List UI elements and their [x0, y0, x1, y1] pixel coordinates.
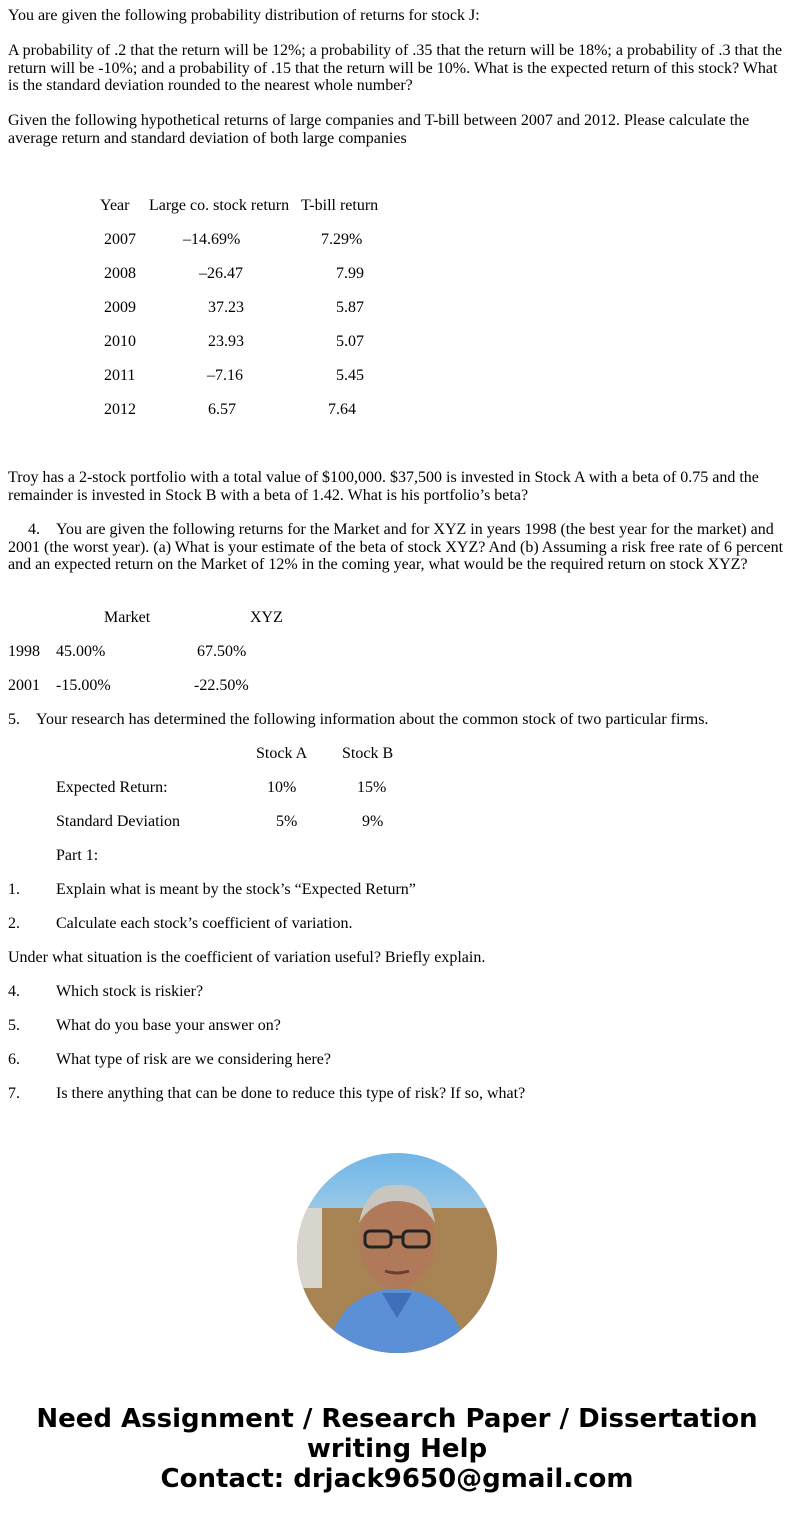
table-cell: 7.99 — [336, 265, 364, 282]
table-cell: 6.57 — [208, 401, 236, 418]
table-cell: 2007 — [104, 231, 136, 248]
table-cell: 15% — [357, 779, 387, 796]
table-header: Stock B — [342, 745, 394, 762]
table-cell: -22.50% — [194, 677, 249, 694]
table-cell: 45.00% — [56, 643, 106, 660]
table-cell: 2008 — [104, 265, 136, 282]
author-photo — [297, 1153, 497, 1353]
q4-body: You are given the following returns for the Market and for XYZ in years 1998 (the best year for the market) and 2001 (the worst year). (a) What is your estimate of the beta of stock XYZ? And (b) Assuming a risk free rate of 6 percent and an expected return on the Market of 12% in the coming year, what would be the required return on stock XYZ? — [8, 521, 784, 573]
table-header: Year — [100, 197, 130, 214]
item-number: 2. — [8, 915, 20, 932]
q2-intro: Given the following hypothetical returns of large companies and T-bill between 2007 and 2012. Please calculate the average return and standard deviation of both large companies — [8, 112, 750, 147]
table-cell: 5.07 — [336, 333, 364, 350]
item-number: 1. — [8, 881, 20, 898]
table-cell: –14.69% — [183, 231, 241, 248]
table-cell: 1998 — [8, 643, 40, 660]
q3-body: Troy has a 2-stock portfolio with a total value of $100,000. $37,500 is invested in Stock A with a beta of 0.75 and the remainder is invested in Stock B with a beta of 1.42. What is his portfolio’s beta? — [8, 469, 759, 504]
table-cell: 37.23 — [208, 299, 244, 316]
table-cell: Expected Return: — [56, 779, 168, 796]
table-cell: -15.00% — [56, 677, 111, 694]
item-text: Is there anything that can be done to reduce this type of risk? If so, what? — [56, 1085, 526, 1102]
item-number: 6. — [8, 1051, 20, 1068]
item-text: What do you base your answer on? — [56, 1017, 281, 1034]
footer-banner — [0, 1404, 794, 1494]
table-cell: 2011 — [104, 367, 136, 384]
item-text: What type of risk are we considering here? — [56, 1051, 331, 1068]
q4-question — [8, 521, 788, 574]
table-header: Stock A — [256, 745, 308, 762]
table-cell: –26.47 — [199, 265, 243, 282]
table-cell: 10% — [267, 779, 297, 796]
table-cell: 7.64 — [328, 401, 356, 418]
table-cell: 5% — [276, 813, 298, 830]
table-cell: 23.93 — [208, 333, 244, 350]
table-cell: 5.45 — [336, 367, 364, 384]
footer-contact: Contact: drjack9650@gmail.com — [160, 1464, 634, 1494]
table-header: T-bill return — [301, 197, 379, 214]
table-cell: 67.50% — [197, 643, 247, 660]
footer-line: Need Assignment / Research Paper / Dissertation — [36, 1404, 758, 1434]
item-number: 7. — [8, 1085, 20, 1102]
q1-intro: You are given the following probability distribution of returns for stock J: — [8, 7, 480, 24]
table-cell: Standard Deviation — [56, 813, 180, 830]
table-cell: 2010 — [104, 333, 136, 350]
table-header: Large co. stock return — [149, 197, 290, 214]
table-header: XYZ — [250, 609, 283, 626]
table-cell: 7.29% — [321, 231, 363, 248]
q5-intro: Your research has determined the following information about the common stock of two particular firms. — [36, 711, 709, 728]
item-text: Which stock is riskier? — [56, 983, 204, 1000]
table-cell: 9% — [362, 813, 384, 830]
table-header: Market — [104, 609, 151, 626]
item-number: 5. — [8, 1017, 20, 1034]
table-cell: 2012 — [104, 401, 136, 418]
part-label: Part 1: — [56, 847, 99, 864]
item-number: 4. — [8, 983, 20, 1000]
item-text: Under what situation is the coefficient of variation useful? Briefly explain. — [8, 949, 486, 966]
table-cell: 5.87 — [336, 299, 364, 316]
portrait-illustration — [297, 1153, 497, 1353]
table-cell: –7.16 — [207, 367, 243, 384]
item-text: Explain what is meant by the stock’s “Expected Return” — [56, 881, 416, 898]
table-cell: 2009 — [104, 299, 136, 316]
q4-number: 4. — [28, 521, 40, 538]
table-cell: 2001 — [8, 677, 40, 694]
footer-line: writing Help — [306, 1434, 488, 1464]
q5-number: 5. — [8, 711, 20, 728]
q1-body: A probability of .2 that the return will be 12%; a probability of .35 that the return will be 18%; a probability of .3 that the return will be -10%; and a probability of .15 that the return will be 10%. What is the expected return of this stock? What is the standard deviation rounded to the nearest whole number? — [8, 42, 783, 94]
item-text: Calculate each stock’s coefficient of variation. — [56, 915, 353, 932]
